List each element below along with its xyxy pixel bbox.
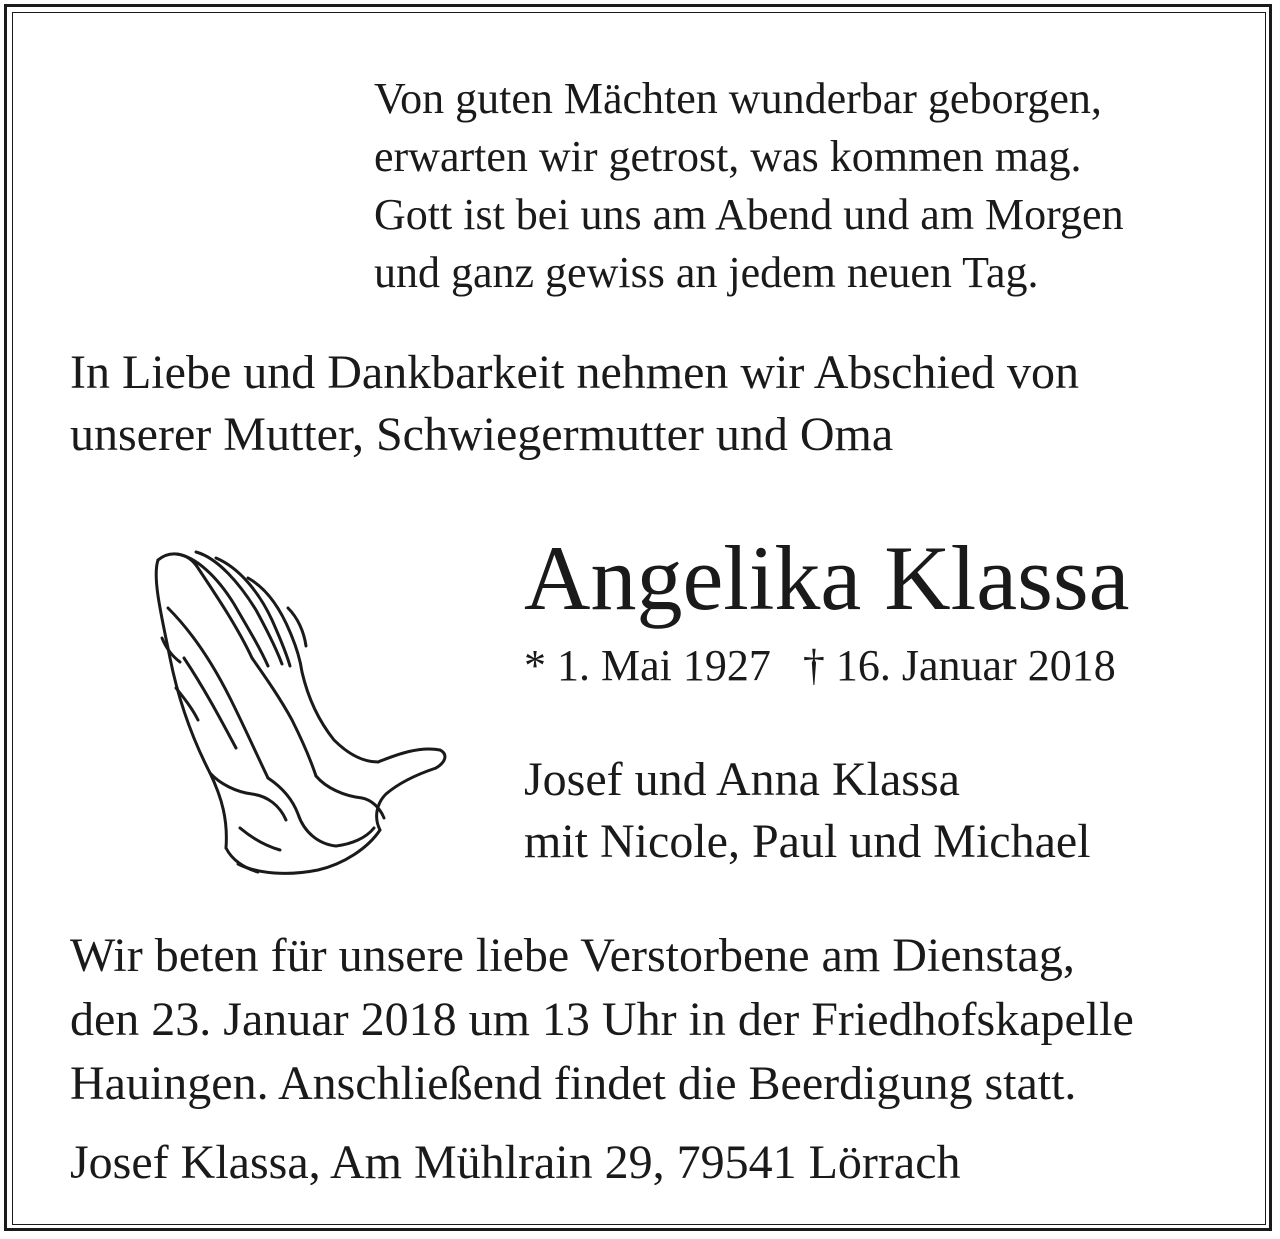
intro-line-1: In Liebe und Dankbarkeit nehmen wir Abschied von [70, 346, 1080, 399]
contact-address: Josef Klassa, Am Mühlrain 29, 79541 Lörrach [70, 1136, 961, 1189]
service-line-3: Hauingen. Anschließend findet die Beerdigung statt. [70, 1057, 1077, 1110]
family-line-1: Josef und Anna Klassa [524, 753, 960, 806]
intro-line-2: unserer Mutter, Schwiegermutter und Oma [70, 408, 894, 461]
life-dates [524, 638, 1116, 694]
deceased-name: Angelika Klassa [524, 527, 1130, 629]
service-line-2: den 23. Januar 2018 um 13 Uhr in der Friedhofskapelle [70, 993, 1134, 1046]
poem-line-4: und ganz gewiss an jedem neuen Tag. [374, 248, 1039, 297]
poem-line-1: Von guten Mächten wunderbar geborgen, [374, 74, 1102, 123]
family-line-2: mit Nicole, Paul und Michael [524, 815, 1091, 868]
praying-hands-icon [148, 548, 452, 878]
poem-line-3: Gott ist bei uns am Abend und am Morgen [374, 190, 1124, 239]
service-line-1: Wir beten für unsere liebe Verstorbene am Dienstag, [70, 929, 1075, 982]
poem-line-2: erwarten wir getrost, was kommen mag. [374, 132, 1082, 181]
death-date: † 16. Januar 2018 [802, 641, 1116, 690]
birth-date: * 1. Mai 1927 [524, 641, 771, 690]
